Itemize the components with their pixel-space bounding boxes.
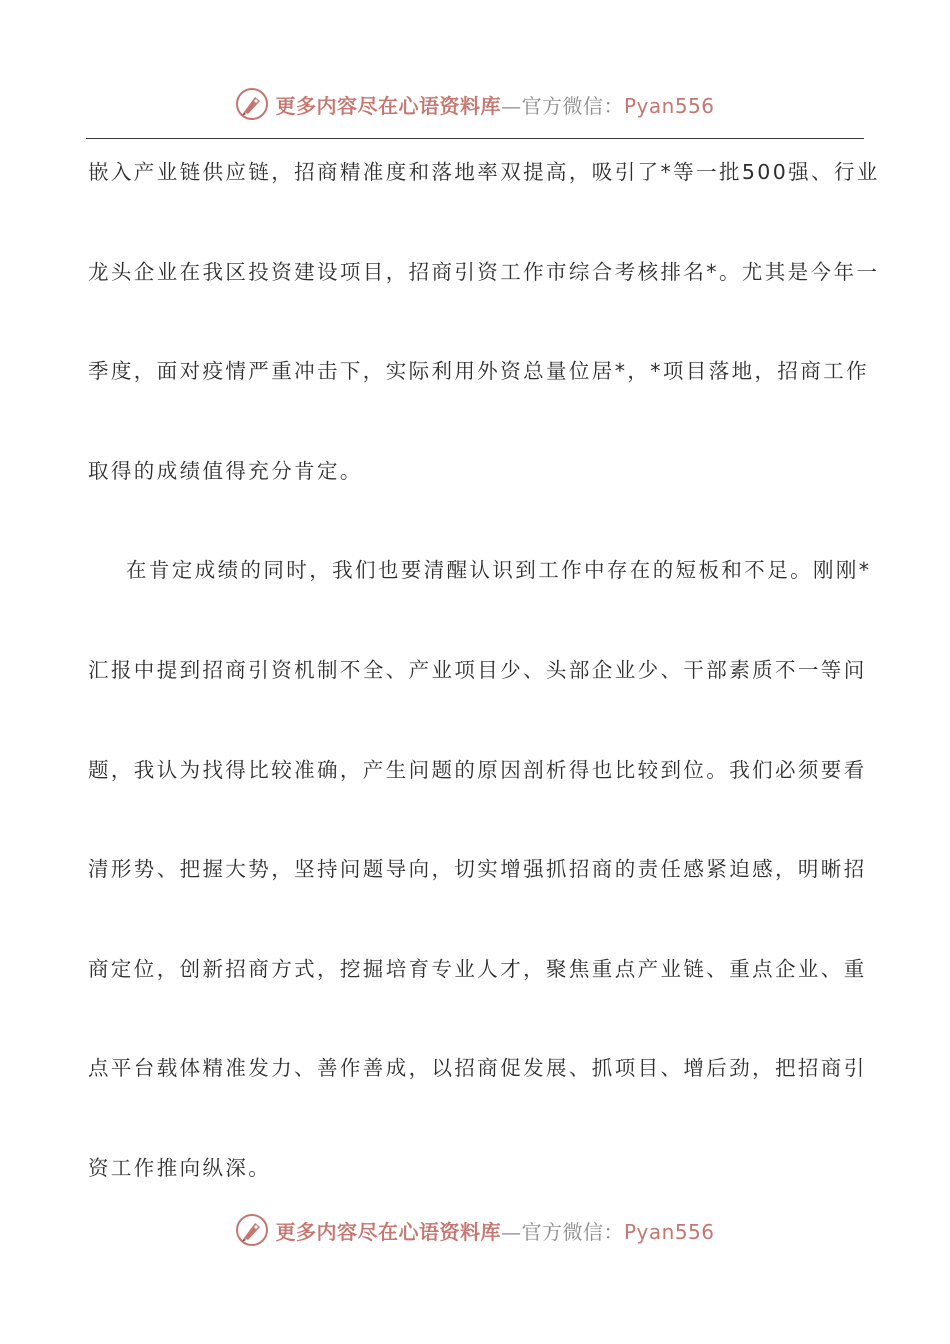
text-line: 嵌入产业链供应链，招商精准度和落地率双提高，吸引了*等一批500强、行业 — [88, 160, 880, 184]
footer-banner-separator: — — [500, 1219, 522, 1244]
banner-wechat-label: 官方微信： — [521, 93, 624, 118]
text-line: 资工作推向纵深。 — [88, 1155, 272, 1180]
text-line: 点平台载体精准发力、善作善成，以招商促发展、抓项目、增后劲，把招商引 — [88, 1056, 867, 1081]
text-line: 取得的成绩值得充分肯定。 — [88, 458, 363, 483]
footer-banner-title: 更多内容尽在心语资料库 — [275, 1219, 501, 1244]
header-divider — [86, 138, 864, 139]
text-line: 商定位，创新招商方式，挖掘培育专业人才，聚焦重点产业链、重点企业、重 — [88, 956, 867, 981]
footer-banner-wechat-id: Pyan556 — [623, 1219, 715, 1244]
document-body — [88, 142, 880, 1238]
banner-wechat-id: Pyan556 — [623, 93, 715, 118]
text-line: 季度，面对疫情严重冲击下，实际利用外资总量位居*，*项目落地，招商工作 — [88, 359, 869, 384]
text-line: 题，我认为找得比较准确，产生问题的原因剖析得也比较到位。我们必须要看 — [88, 757, 867, 782]
pen-nib-logo-icon — [235, 87, 269, 121]
text-line-paragraph-start: 在肯定成绩的同时，我们也要清醒认识到工作中存在的短板和不足。刚刚* — [126, 558, 872, 583]
text-line: 汇报中提到招商引资机制不全、产业项目少、头部企业少、干部素质不一等问 — [88, 657, 867, 682]
banner-title: 更多内容尽在心语资料库 — [275, 93, 501, 118]
footer-banner-wechat-label: 官方微信： — [521, 1219, 624, 1244]
text-line: 清形势、把握大势，坚持问题导向，切实增强抓招商的责任感紧迫感，明晰招 — [88, 857, 867, 882]
banner-separator: — — [500, 93, 522, 118]
pen-nib-logo-icon — [235, 1213, 269, 1247]
header-banner — [0, 84, 950, 124]
footer-banner — [0, 1210, 950, 1250]
text-line: 龙头企业在我区投资建设项目，招商引资工作市综合考核排名*。尤其是今年一 — [88, 259, 880, 284]
